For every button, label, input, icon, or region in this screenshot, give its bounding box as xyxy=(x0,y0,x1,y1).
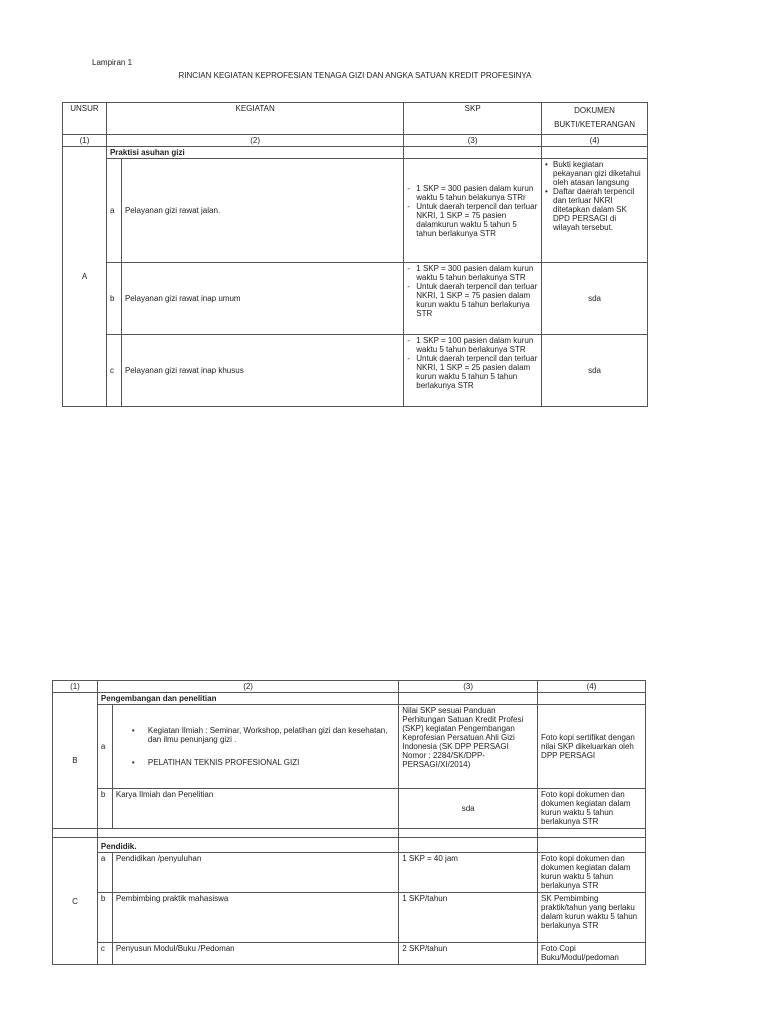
skp-item: - 1 SKP = 300 pasien dalam kurun waktu 5 tahun berlakunya STR xyxy=(407,264,538,282)
column-number: (2) xyxy=(97,681,398,693)
skp-cell: 1 SKP/tahun xyxy=(399,893,538,943)
row-letter: b xyxy=(97,789,112,829)
spacer-cell xyxy=(53,829,98,838)
spacer-cell xyxy=(399,829,538,838)
column-number: (3) xyxy=(404,135,542,147)
empty-cell xyxy=(404,147,542,159)
dokumen-cell: Foto kopi dokumen dan dokumen kegiatan dalam kurun waktu 5 tahun berlakunya STR xyxy=(538,853,646,893)
document-title: RINCIAN KEGIATAN KEPROFESIAN TENAGA GIZI DAN ANGKA SATUAN KREDIT PROFESINYA xyxy=(178,71,532,80)
empty-cell xyxy=(399,838,538,853)
lampiran-label: Lampiran 1 xyxy=(92,58,133,67)
row-letter: b xyxy=(97,893,112,943)
kegiatan-cell: Pendidikan /penyuluhan xyxy=(112,853,398,893)
kegiatan-bullet: • Kegiatan Ilmiah : Seminar, Workshop, pelatihan gizi dan kesehatan, dan ilmu penunjang gizi . xyxy=(132,726,395,744)
row-letter: a xyxy=(97,853,112,893)
skp-item: - Untuk daerah terpencil dan terluar NKRI, 1 SKP = 25 pasien dalam kurun waktu 5 tahun 5 tahun berlakunya STR xyxy=(407,354,538,390)
section-title: Pendidik. xyxy=(97,838,398,853)
dokumen-cell: sda xyxy=(542,263,648,335)
empty-cell xyxy=(538,838,646,853)
empty-cell xyxy=(538,693,646,705)
skp-item: - 1 SKP = 300 pasien dalam kurun waktu 5 tahun belakunya STRr xyxy=(407,184,538,202)
section-title: Praktisi asuhan gizi xyxy=(106,147,403,159)
dokumen-cell: Foto kopi dokumen dan dokumen kegiatan dalam kurun waktu 5 tahun berlakunya STR xyxy=(538,789,646,829)
kegiatan-cell xyxy=(112,705,398,789)
kegiatan-cell: Karya Ilmiah dan Penelitian xyxy=(112,789,398,829)
column-number: (1) xyxy=(53,681,98,693)
dokumen-cell: SK Pembimbing praktik/tahun yang berlaku dalam kurun waktu 5 tahun berlakunya STR xyxy=(538,893,646,943)
skp-cell: 1 SKP = 40 jam xyxy=(399,853,538,893)
kegiatan-cell: Pembimbing praktik mahasiswa xyxy=(112,893,398,943)
skp-cell: 2 SKP/tahun xyxy=(399,943,538,965)
row-letter: c xyxy=(97,943,112,965)
skp-item: - Untuk daerah terpencil dan terluar NKRI, 1 SKP = 75 pasien dalam kurun waktu 5 tahun berlakunya STR xyxy=(407,282,538,318)
skp-item: - 1 SKP = 100 pasien dalam kurun waktu 5 tahun berlakunya STR xyxy=(407,336,538,354)
kegiatan-cell: Pelayanan gizi rawat inap umum xyxy=(121,263,403,335)
unsur-cell: C xyxy=(53,838,98,965)
column-number: (3) xyxy=(399,681,538,693)
skp-item: - Untuk daerah terpencil dan terluar NKRI, 1 SKP = 75 pasien dalamkurun waktu 5 tahun 5 tahun berlakunya STR xyxy=(407,202,538,238)
column-number: (4) xyxy=(538,681,646,693)
skp-cell: sda xyxy=(399,789,538,829)
dokumen-cell xyxy=(542,159,648,263)
unsur-cell: B xyxy=(53,693,98,829)
column-number: (4) xyxy=(542,135,648,147)
row-letter: b xyxy=(106,263,121,335)
skp-cell xyxy=(404,263,542,335)
kegiatan-cell: Pelayanan gizi rawat inap khusus xyxy=(121,335,403,407)
dokumen-item: • Bukti kegiatan pekayanan gizi diketahui oleh atasan langsung xyxy=(545,160,644,187)
skp-cell xyxy=(404,335,542,407)
empty-cell xyxy=(542,147,648,159)
section-title: Pengembangan dan penelitian xyxy=(97,693,398,705)
dokumen-item: • Daftar daerah terpencil dan terluar NKRI ditetapkan dalam SK DPD PERSAGI di wilayah tersebut. xyxy=(545,187,644,232)
kegiatan-cell: Penyusun Modul/Buku /Pedoman xyxy=(112,943,398,965)
row-letter: a xyxy=(106,159,121,263)
activity-table-b-c xyxy=(52,680,646,965)
header-skp: SKP xyxy=(404,103,542,135)
skp-cell: Nilai SKP sesuai Panduan Perhitungan Satuan Kredit Profesi (SKP) kegiatan Pengembangan Keprofesian Persatuan Ahli Gizi Indonesia (SK DPP PERSAGI Nomor : 2284/SK/DPP-PERSAGI/XI/2014) xyxy=(399,705,538,789)
header-kegiatan: KEGIATAN xyxy=(106,103,403,135)
header-dokumen: DOKUMEN BUKTI/KETERANGAN xyxy=(542,103,648,135)
activity-table-a xyxy=(62,102,648,407)
row-letter: c xyxy=(106,335,121,407)
column-number: (2) xyxy=(106,135,403,147)
column-number: (1) xyxy=(63,135,107,147)
dokumen-cell: sda xyxy=(542,335,648,407)
header-unsur: UNSUR xyxy=(63,103,107,135)
kegiatan-cell: Pelayanan gizi rawat jalan. xyxy=(121,159,403,263)
skp-cell xyxy=(404,159,542,263)
dokumen-cell: Foto Copi Buku/Modul/pedoman xyxy=(538,943,646,965)
row-letter: a xyxy=(97,705,112,789)
unsur-cell: A xyxy=(63,147,107,407)
spacer-cell xyxy=(538,829,646,838)
dokumen-cell: Foto kopi sertifikat dengan nilai SKP dikeluarkan oleh DPP PERSAGI xyxy=(538,705,646,789)
kegiatan-bullet: • PELATIHAN TEKNIS PROFESIONAL GIZI xyxy=(132,758,395,767)
empty-cell xyxy=(399,693,538,705)
spacer-cell xyxy=(97,829,398,838)
